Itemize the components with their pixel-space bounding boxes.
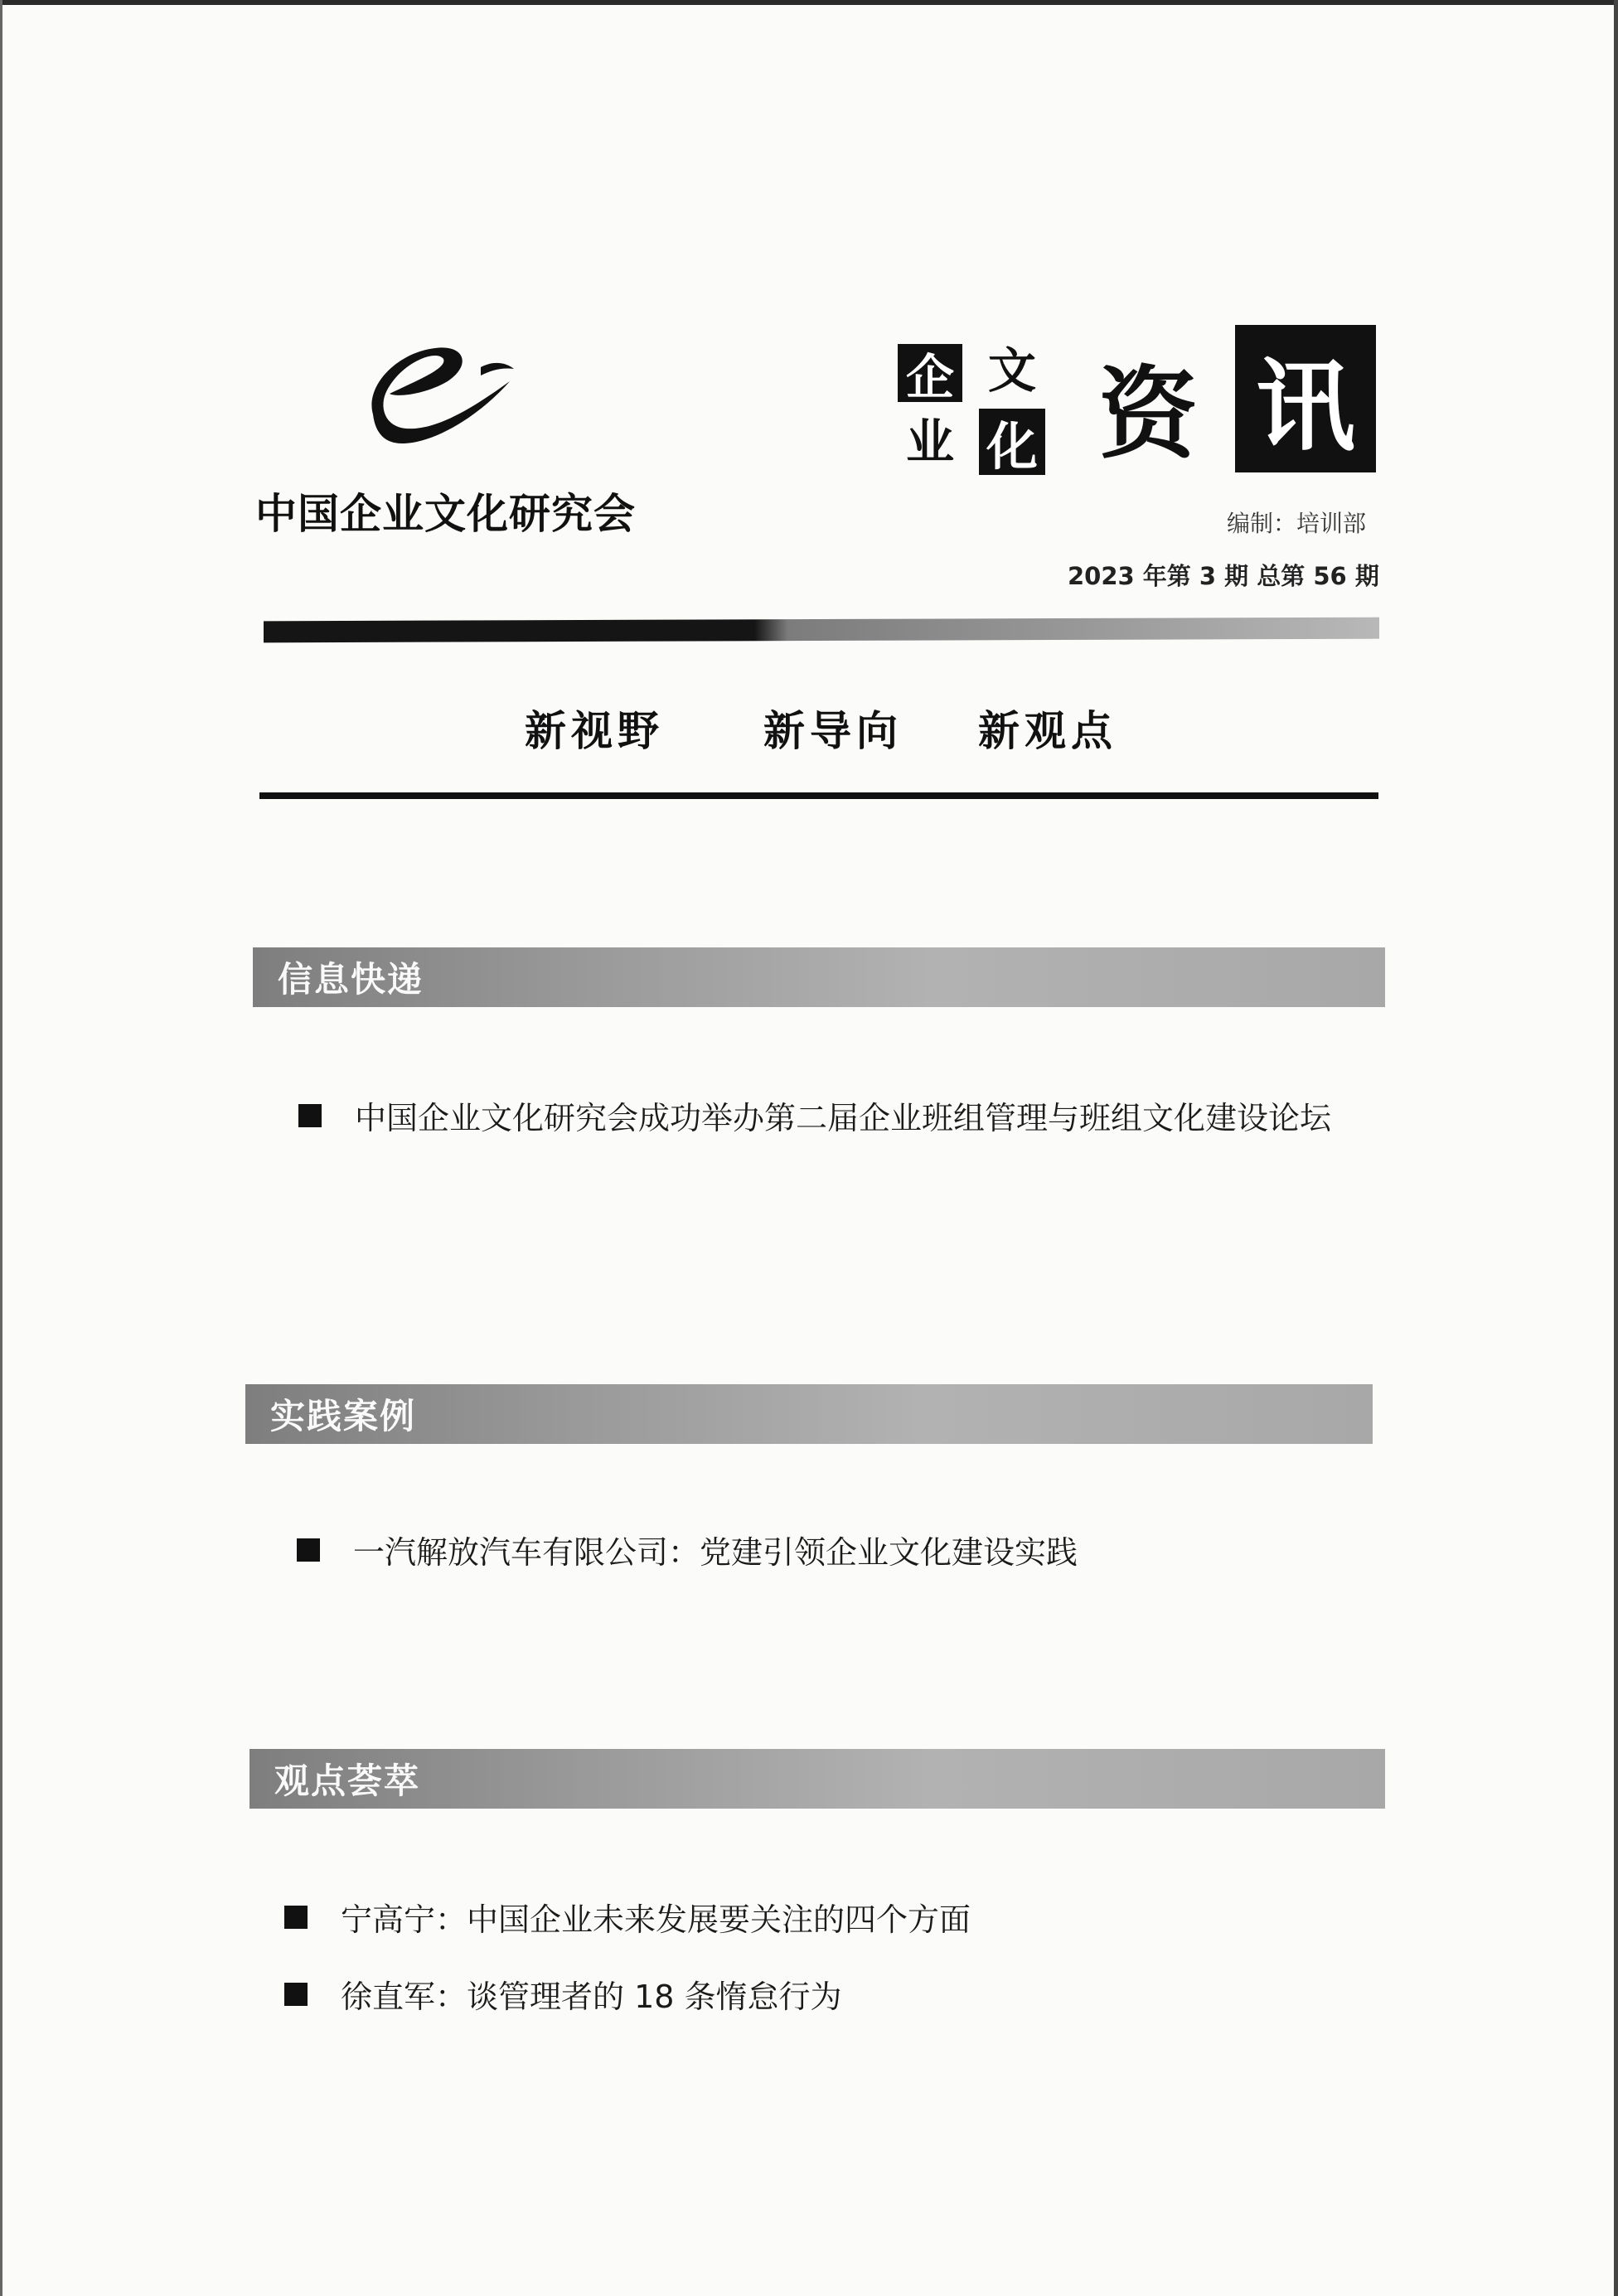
slogan-row (264, 698, 1379, 764)
section-heading-label: 信息快递 (278, 959, 424, 1000)
list-item-text: 宁高宁：中国企业未来发展要关注的四个方面 (341, 1901, 971, 1938)
list-item (298, 1092, 1331, 1138)
page-right-edge (1614, 0, 1618, 2296)
page-top-edge (0, 0, 1618, 5)
list-item (284, 1971, 842, 2017)
section-heading-label: 实践案例 (270, 1396, 417, 1436)
slogan-1: 新视野 (525, 706, 664, 755)
title-char-wen: 文 (987, 342, 1036, 399)
bullet-square-icon (284, 1906, 308, 1929)
title-char-hua: 化 (979, 409, 1045, 475)
list-item (284, 1894, 971, 1940)
issue-number: 2023 年第 3 期 总第 56 期 (1068, 562, 1379, 590)
section-heading-cases (245, 1384, 1373, 1444)
org-name: 中国企业文化研究会 (255, 490, 636, 538)
org-logo-icon (356, 336, 522, 452)
list-item-text: 中国企业文化研究会成功举办第二届企业班组管理与班组文化建设论坛 (355, 1100, 1332, 1136)
list-item-text: 徐直军：谈管理者的 18 条惰怠行为 (341, 1979, 842, 2015)
list-item-text: 一汽解放汽车有限公司：党建引领企业文化建设实践 (353, 1534, 1078, 1571)
page-left-edge (0, 0, 2, 2296)
slogan-3: 新观点 (978, 706, 1117, 755)
slogan-2: 新导向 (763, 706, 903, 755)
slogan-divider (259, 792, 1378, 799)
section-heading-news (253, 947, 1385, 1007)
publication-title (891, 319, 1388, 477)
section-heading-viewpoints (249, 1749, 1385, 1809)
editor-credit: 编制：培训部 (1227, 510, 1367, 537)
title-char-xun: 讯 (1235, 325, 1376, 472)
bullet-square-icon (284, 1983, 308, 2006)
header-divider-band (264, 618, 1379, 643)
bullet-square-icon (298, 1104, 322, 1127)
list-item (297, 1527, 1078, 1572)
bullet-square-icon (297, 1538, 320, 1562)
title-char-ye: 业 (905, 414, 954, 470)
section-heading-label: 观点荟萃 (274, 1761, 421, 1801)
title-char-zi: 资 (1098, 356, 1198, 472)
title-char-qi: 企 (898, 344, 962, 402)
